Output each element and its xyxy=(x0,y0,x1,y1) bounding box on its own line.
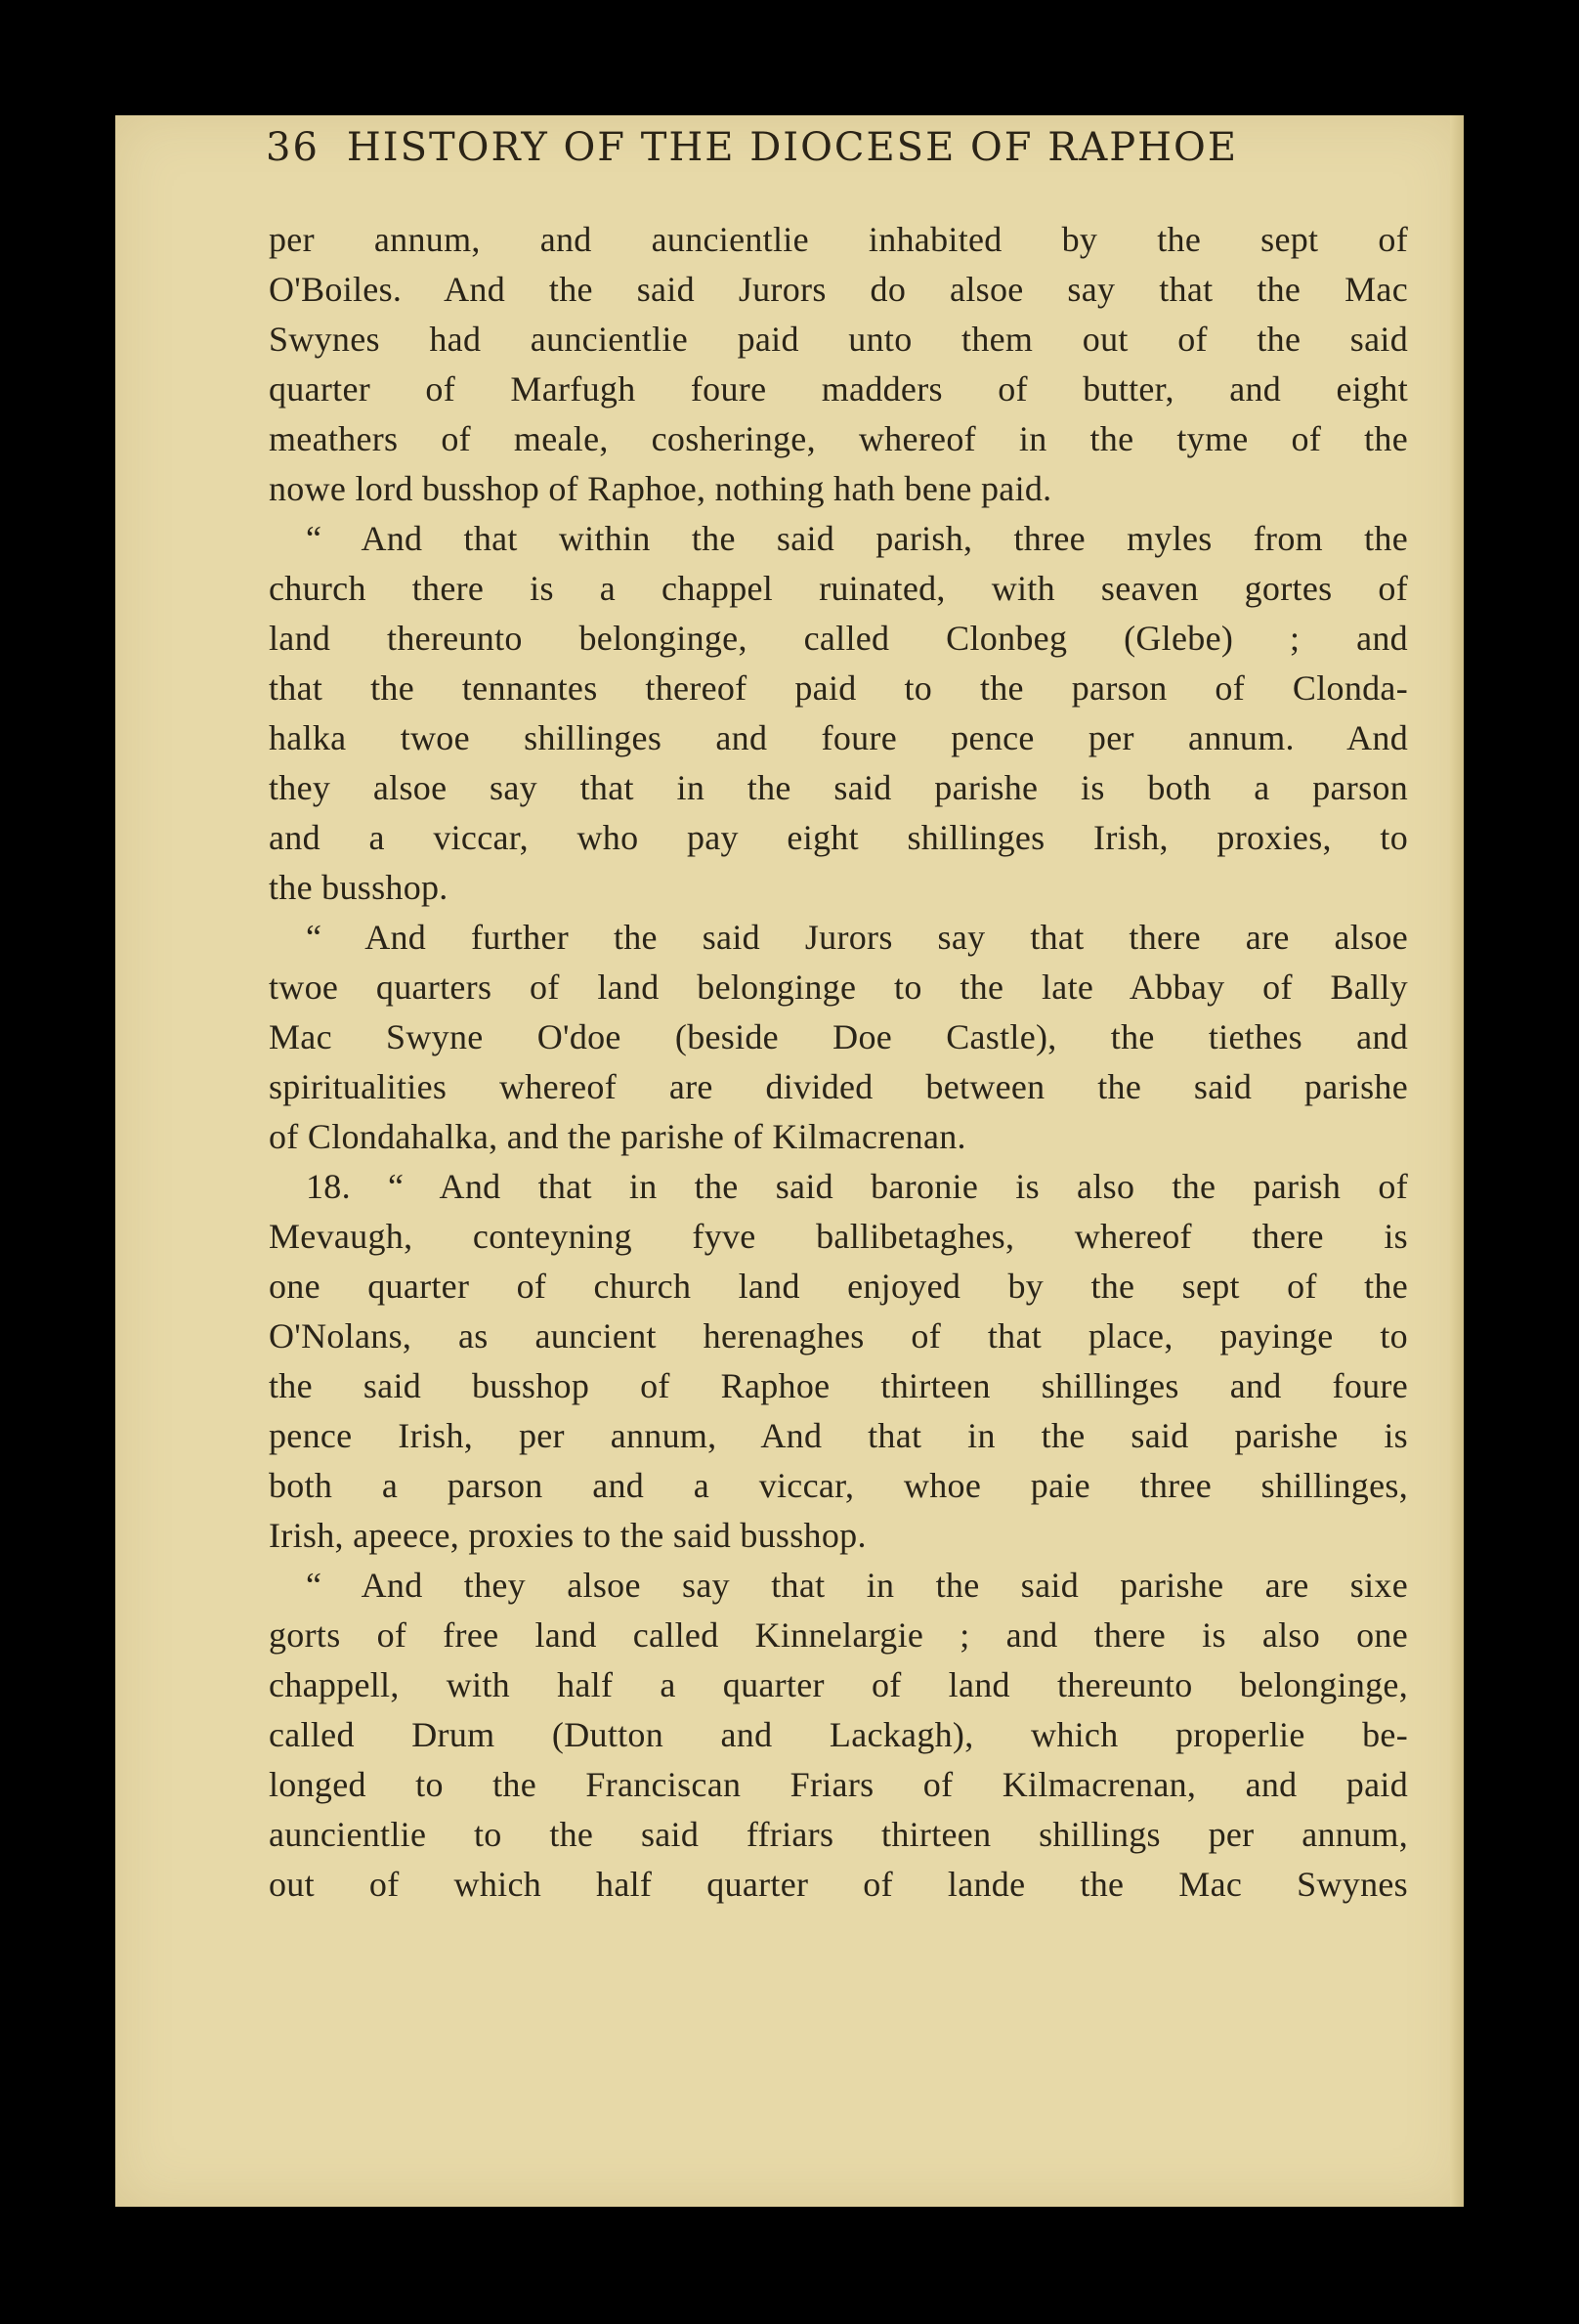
text-line: auncientlie to the said ffriars thirteen shillings per annum, xyxy=(269,1815,1408,1854)
text-line: longed to the Franciscan Friars of Kilmacrenan, and paid xyxy=(269,1765,1408,1804)
text-line: gorts of free land called Kinnelargie ; and there is also one xyxy=(269,1615,1408,1655)
text-line: O'Boiles. And the said Jurors do alsoe say that the Mac xyxy=(269,270,1408,309)
text-line: and a viccar, who pay eight shillinges Irish, proxies, to xyxy=(269,818,1408,857)
text-line: halka twoe shillinges and foure pence per annum. And xyxy=(269,718,1408,757)
text-line: “ And further the said Jurors say that there are alsoe xyxy=(306,918,1408,957)
text-line: church there is a chappel ruinated, with seaven gortes of xyxy=(269,569,1408,608)
text-line: one quarter of church land enjoyed by the sept of the xyxy=(269,1267,1408,1306)
text-line: quarter of Marfugh foure madders of butter, and eight xyxy=(269,369,1408,409)
page-number: 36 xyxy=(266,125,320,170)
text-line: Swynes had auncientlie paid unto them out of the said xyxy=(269,320,1408,359)
text-line: “ And that within the said parish, three myles from the xyxy=(306,519,1408,558)
text-line: land thereunto belonginge, called Clonbeg (Glebe) ; and xyxy=(269,619,1408,658)
text-line: twoe quarters of land belonginge to the late Abbay of Bally xyxy=(269,968,1408,1007)
text-line: called Drum (Dutton and Lackagh), which properlie be- xyxy=(269,1715,1408,1754)
text-line: of Clondahalka, and the parishe of Kilmacrenan. xyxy=(269,1117,966,1156)
text-line: Mevaugh, conteyning fyve ballibetaghes, whereof there is xyxy=(269,1217,1408,1256)
text-line: meathers of meale, cosheringe, whereof in the tyme of the xyxy=(269,419,1408,458)
text-line: per annum, and auncientlie inhabited by the sept of xyxy=(269,220,1408,259)
text-line: chappell, with half a quarter of land thereunto belonginge, xyxy=(269,1665,1408,1704)
text-line: out of which half quarter of lande the Mac Swynes xyxy=(269,1865,1408,1904)
text-line: spiritualities whereof are divided between the said parishe xyxy=(269,1067,1408,1106)
text-line: 18. “ And that in the said baronie is also the parish of xyxy=(306,1167,1408,1206)
text-line: nowe lord busshop of Raphoe, nothing hath bene paid. xyxy=(269,469,1052,508)
body-text xyxy=(269,215,1408,1910)
text-line: “ And they alsoe say that in the said parishe are sixe xyxy=(306,1566,1408,1605)
text-line: O'Nolans, as auncient herenaghes of that place, payinge to xyxy=(269,1316,1408,1356)
text-line: Irish, apeece, proxies to the said busshop. xyxy=(269,1516,867,1555)
running-head xyxy=(266,125,1341,170)
text-line: the said busshop of Raphoe thirteen shillinges and foure xyxy=(269,1366,1408,1405)
page-edge xyxy=(1450,115,1464,2207)
text-line: both a parson and a viccar, whoe paie three shillinges, xyxy=(269,1466,1408,1505)
text-line: they alsoe say that in the said parishe is both a parson xyxy=(269,768,1408,807)
running-title: HISTORY OF THE DIOCESE OF RAPHOE xyxy=(346,125,1239,170)
text-line: the busshop. xyxy=(269,868,448,907)
text-line: pence Irish, per annum, And that in the said parishe is xyxy=(269,1416,1408,1455)
text-line: that the tennantes thereof paid to the parson of Clonda- xyxy=(269,668,1408,708)
text-line: Mac Swyne O'doe (beside Doe Castle), the tiethes and xyxy=(269,1017,1408,1056)
